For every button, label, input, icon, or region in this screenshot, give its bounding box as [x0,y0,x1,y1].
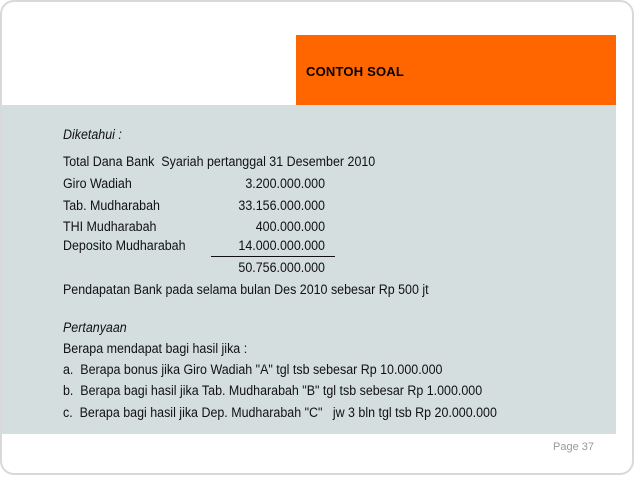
fund-value-giro: 3.200.000.000 [245,176,325,191]
questions-intro: Berapa mendapat bagi hasil jika : [63,341,248,356]
questions-heading: Pertanyaan [63,320,127,335]
fund-label-tabungan: Tab. Mudharabah [63,198,160,213]
fund-total: 50.756.000.000 [238,260,325,275]
fund-value-tabungan: 33.156.000.000 [238,198,325,213]
fund-label-giro: Giro Wadiah [63,176,132,191]
question-item-a: a. Berapa bonus jika Giro Wadiah "A" tgl tsb sebesar Rp 10.000.000 [63,362,443,377]
sum-line [211,256,335,257]
fund-value-deposito: 14.000.000.000 [238,238,325,253]
fund-value-thi: 400.000.000 [255,219,325,234]
question-item-c: c. Berapa bagi hasil jika Dep. Mudharabah "C" jw 3 bln tgl tsb Rp 20.000.000 [63,405,497,420]
question-item-b: b. Berapa bagi hasil jika Tab. Mudharabah "B" tgl tsb sebesar Rp 1.000.000 [63,383,483,398]
given-intro: Total Dana Bank Syariah pertanggal 31 Desember 2010 [63,154,376,169]
fund-label-deposito: Deposito Mudharabah [63,238,186,253]
fund-label-thi: THI Mudharabah [63,219,157,234]
income-note: Pendapatan Bank pada selama bulan Des 2010 sebesar Rp 500 jt [63,282,429,297]
given-heading: Diketahui : [63,127,122,142]
page-number: Page 37 [553,441,594,453]
slide-title: CONTOH SOAL [306,64,405,79]
